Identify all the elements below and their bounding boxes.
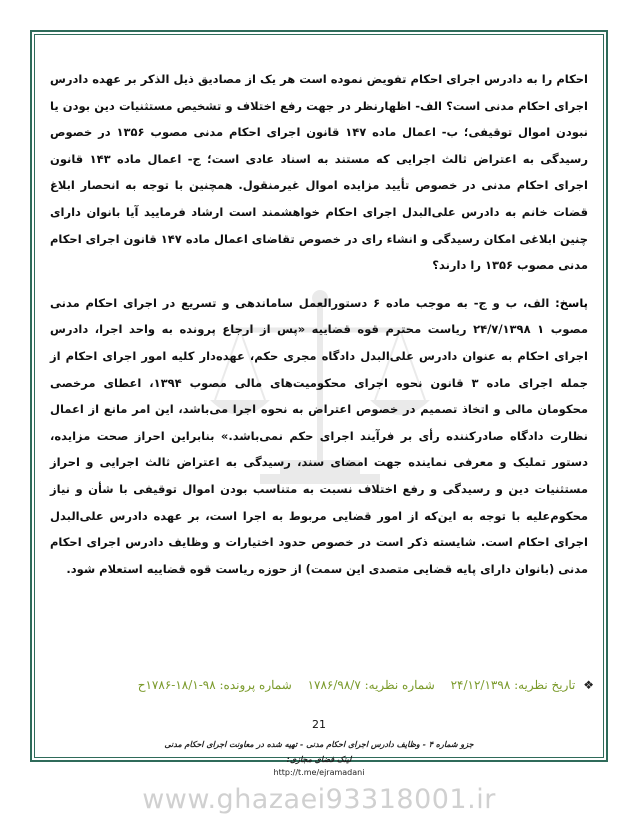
answer-label: پاسخ: bbox=[555, 295, 588, 310]
answer-text: الف، ب و ج- به موجب ماده ۶ دستورالعمل ساماندهی و تسریع در اجرای احکام مدنی مصوب ۱ ۲۴/۷/۱۳۹۸ ریاست محترم قوه قضاییه «پس از ارجاع پرونده به واحد اجرا، دادرس اجرای احکام به عنوان دادرس علی‌البدل دادگاه مجری حکم، عهده‌دار کلیه امور اجرای احکام از جمله اجرای ماده ۳ قانون نحوه اجرای محکومیت‌های مالی مصوب ۱۳۹۴، اعطای مرخصی محکومان مالی و اتخاذ تصمیم در خصوص اعتراض به نحوه اجرا می‌باشد، این امر مانع از اعمال نظارت دادگاه صادرکننده رأی بر فرآیند اجرای حکم نمی‌باشد.» بنابراین احراز صحت مزایده، دستور تملیک و معرفی نماینده جهت امضای سند، رسیدگی به اعتراض ثالث اجرایی و احراز مستثنیات دین و رسیدگی و رفع اختلاف نسبت به متناسب بودن اموال توقیفی با شأن و نیاز محکوم‌علیه با توجه به این‌که از امور قضایی مربوط به اجرا است، بر عهده دادرس علی‌البدل اجرای احکام است. شایسته ذکر است در خصوص حدود اختیارات و وظایف دادرس اجرای احکام مدنی (بانوان دارای پایه قضایی متصدی این سمت) از حوزه ریاست قوه قضاییه استعلام شود. bbox=[50, 295, 589, 576]
footer-url-link[interactable]: http://t.me/ejramadani bbox=[273, 768, 365, 777]
question-paragraph: احکام را به دادرس اجرای احکام تفویض نموده است هر یک از مصادیق ذیل الذکر بر عهده دادرس اجرای احکام مدنی است؟ الف- اظهارنظر در جهت رفع اختلاف و تشخیص مستثنیات دین بودن یا نبودن اموال توقیفی؛ ب- اعمال ماده ۱۴۷ قانون اجرای احکام مدنی مصوب ۱۳۵۶ در خصوص رسیدگی به اعتراض ثالث اجرایی که مستند به اسناد عادی است؛ ج- اعمال ماده ۱۴۳ قانون اجرای احکام مدنی در خصوص تأیید مزایده اموال غیرمنقول. همچنین با توجه به انحصار ابلاغ قضات خانم به دادرس علی‌البدل اجرای احکام خواهشمند است ارشاد فرمایید آیا بانوان دارای چنین ابلاغی امکان رسیدگی و انشاء رای در خصوص تقاضای اعمال ماده ۱۴۷ قانون اجرای احکام مدنی مصوب ۱۳۵۶ را دارند؟ bbox=[50, 72, 588, 273]
page-number: 21 bbox=[312, 718, 326, 731]
document-body bbox=[50, 66, 588, 582]
answer-paragraph bbox=[50, 290, 588, 583]
opinion-date: تاریخ نظریه: ۲۴/۱۲/۱۳۹۸ bbox=[450, 678, 576, 692]
footer-booklet-title: جزو شماره ۴ - وظایف دادرس اجرای احکام مدنی - تهیه شده در معاونت اجرای احکام مدنی bbox=[164, 740, 474, 749]
opinion-metadata bbox=[96, 678, 594, 692]
file-number: شماره پرونده: ۹۸-۱۸/۱-۱۷۸۶ح bbox=[137, 678, 292, 692]
site-watermark: www.ghazaei93318001.ir bbox=[142, 784, 496, 815]
bullet-icon: ❖ bbox=[583, 678, 594, 692]
footer-social-label: لینک فضای مجازی: bbox=[286, 755, 352, 764]
opinion-number: شماره نظریه: ۱۷۸۶/۹۸/۷ bbox=[307, 678, 435, 692]
